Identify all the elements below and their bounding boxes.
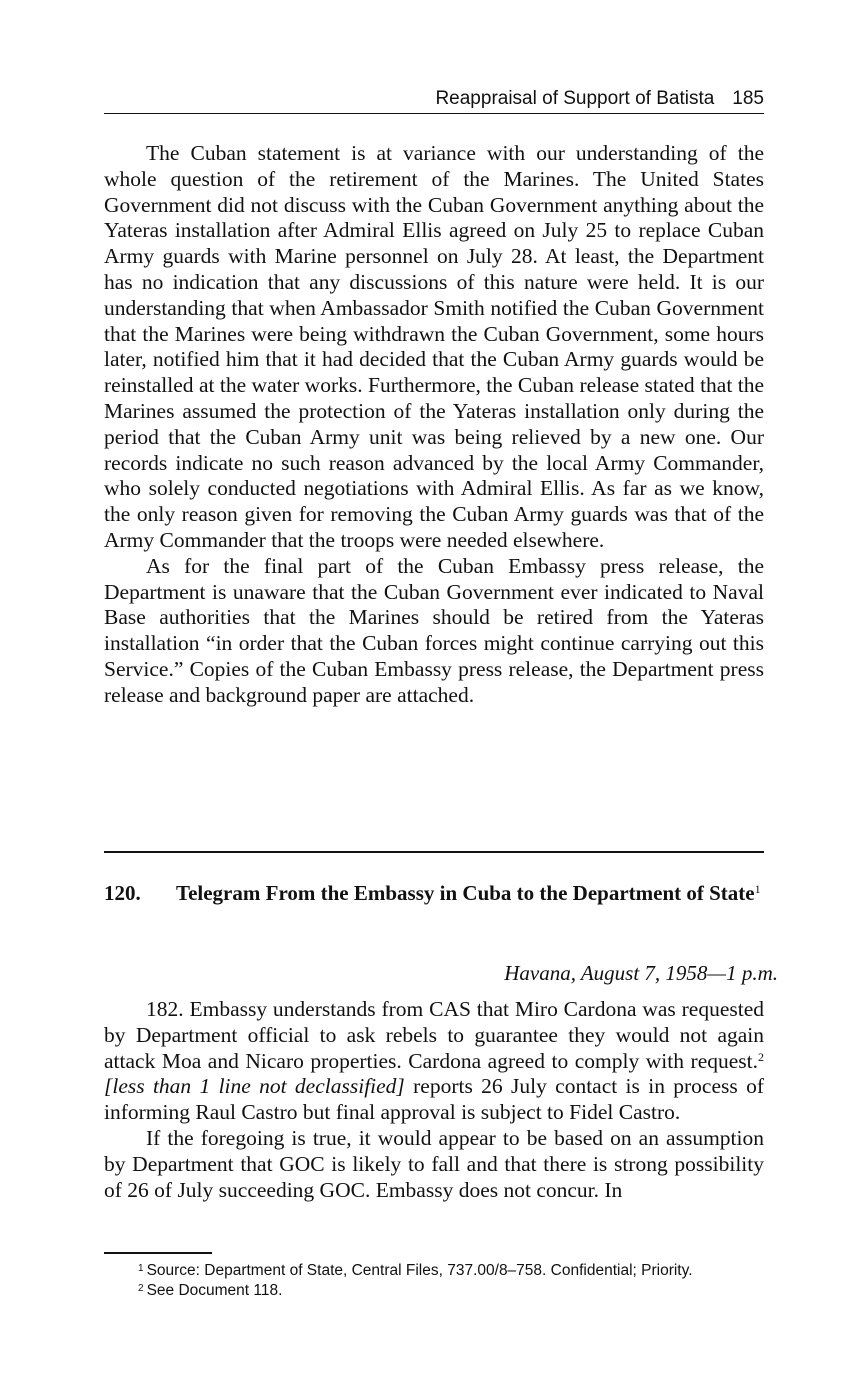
running-title: Reappraisal of Support of Batista — [435, 88, 715, 109]
paragraph: The Cuban statement is at variance with our understanding of the whole question of the retirement of the Marines. The United States Government did not discuss with the Cuban Government anything about the Yateras installation after Admiral Ellis agreed on July 25 to replace Cuban Army guards with Marine personnel on July 28. At least, the Department has no indication that any discussions of this nature were held. It is our understanding that when Ambassador Smith notified the Cuban Government that the Marines were being withdrawn the Cuban Government, some hours later, notified him that it had decided that the Cuban Army guards would be reinstalled at the water works. Furthermore, the Cuban release stated that the Marines assumed the protection of the Yateras installation only during the period that the Cuban Army unit was being relieved by a new one. Our records indicate no such reason advanced by the local Army Commander, who solely conducted negotiations with Admiral Ellis. As far as we know, the only reason given for removing the Cuban Army guards was that of the Army Commander that the troops were needed elsewhere. — [104, 141, 764, 552]
telegram-text — [104, 997, 764, 1203]
previous-document-text — [104, 141, 764, 709]
document-heading — [104, 880, 764, 907]
page-number: 185 — [732, 88, 764, 109]
footnote: $^1$ Source: Department of State, Central Files, 737.00/8–758. Confidential; Priority. — [138, 1262, 693, 1279]
running-header — [435, 88, 764, 110]
footnote-ref[interactable]: 1 — [754, 882, 761, 896]
footnotes — [138, 1261, 693, 1301]
declassification-note: [less than 1 line not declassified] — [104, 1074, 405, 1099]
paragraph: If the foregoing is true, it would appear to be based on an assumption by Department that GOC is likely to fall and that there is strong possibility of 26 of July succeeding GOC. Embassy does not concur. In — [104, 1125, 764, 1202]
header-rule — [104, 113, 764, 114]
document-title: Telegram From the Embassy in Cuba to the Department of State$^1$ — [176, 881, 761, 905]
footnote-rule — [104, 1252, 212, 1254]
document-number: 120. — [104, 881, 141, 905]
section-rule — [104, 851, 764, 853]
footnote: $^2$ See Document 118. — [138, 1282, 283, 1299]
paragraph: As for the final part of the Cuban Embassy press release, the Department is unaware that the Cuban Government ever indicated to Naval Base authorities that the Marines should be retired from the Yateras installation “in order that the Cuban forces might continue carrying out this Service.” Copies of the Cuban Embassy press release, the Department press release and background paper are attached. — [104, 553, 764, 707]
paragraph: 182. Embassy understands from CAS that Miro Cardona was requested by Department official to ask rebels to guarantee they would not again attack Moa and Nicaro properties. Cardona agreed to comply with request.$^2$ [less than 1 line not declassified] reports 26 July contact is in process of informing Raul Castro but final approval is subject to Fidel Castro. — [104, 997, 764, 1125]
dateline: Havana, August 7, 1958—1 p.m. — [504, 961, 778, 985]
footnote-ref[interactable]: 2 — [758, 1049, 764, 1064]
